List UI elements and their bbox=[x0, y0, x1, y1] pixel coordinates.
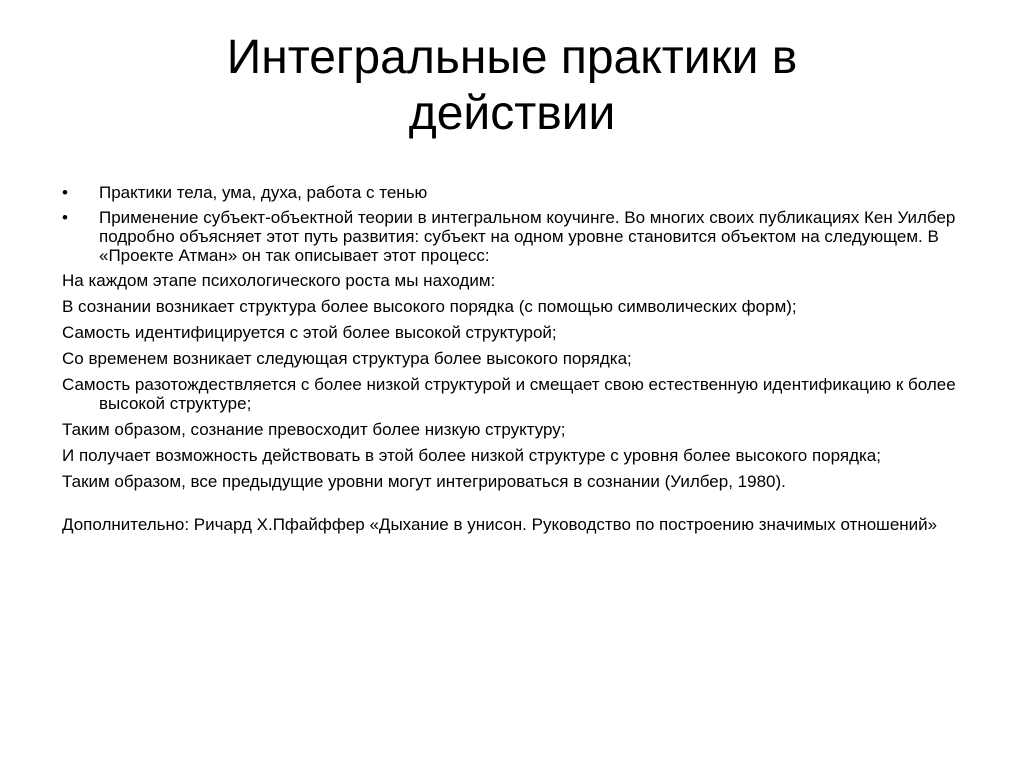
body-paragraph: Таким образом, сознание превосходит более низкую структуру; bbox=[62, 420, 566, 439]
bullet-dot-icon: • bbox=[62, 208, 68, 227]
body-paragraph: И получает возможность действовать в этой более низкой структуре с уровня более высокого порядка; bbox=[62, 446, 881, 465]
slide-title-line-2: действии bbox=[408, 87, 616, 140]
body-paragraph: На каждом этапе психологического роста мы находим: bbox=[62, 271, 496, 290]
bullet-text: Применение субъект-объектной теории в интегральном коучинге. Во многих своих публикациях Кен Уилбер подробно объясняет этот путь развития: субъект на одном уровне становится объектом на следующем. В «Проекте Атман» он так описывает этот процесс: bbox=[99, 208, 956, 265]
body-paragraph: Со временем возникает следующая структура более высокого порядка; bbox=[62, 349, 632, 368]
body-paragraph: Таким образом, все предыдущие уровни могут интегрироваться в сознании (Уилбер, 1980). bbox=[62, 472, 786, 491]
bullet-text: Практики тела, ума, духа, работа с тенью bbox=[99, 183, 428, 202]
slide-title bbox=[100, 30, 924, 142]
bullet-item bbox=[62, 208, 962, 265]
body-paragraph: В сознании возникает структура более высокого порядка (с помощью символических форм); bbox=[62, 297, 797, 316]
body-paragraph: Самость идентифицируется с этой более высокой структурой; bbox=[62, 323, 557, 342]
slide-body bbox=[62, 183, 962, 541]
bullet-dot-icon: • bbox=[62, 183, 68, 202]
bullet-item bbox=[62, 183, 962, 202]
slide-title-line-1: Интегральные практики в bbox=[226, 31, 798, 84]
additional-reading: Дополнительно: Ричард Х.Пфайффер «Дыхание в унисон. Руководство по построению значимых отношений» bbox=[62, 515, 938, 534]
body-paragraph: Самость разотождествляется с более низкой структурой и смещает свою естественную идентификацию к более высокой структуре; bbox=[62, 375, 956, 413]
